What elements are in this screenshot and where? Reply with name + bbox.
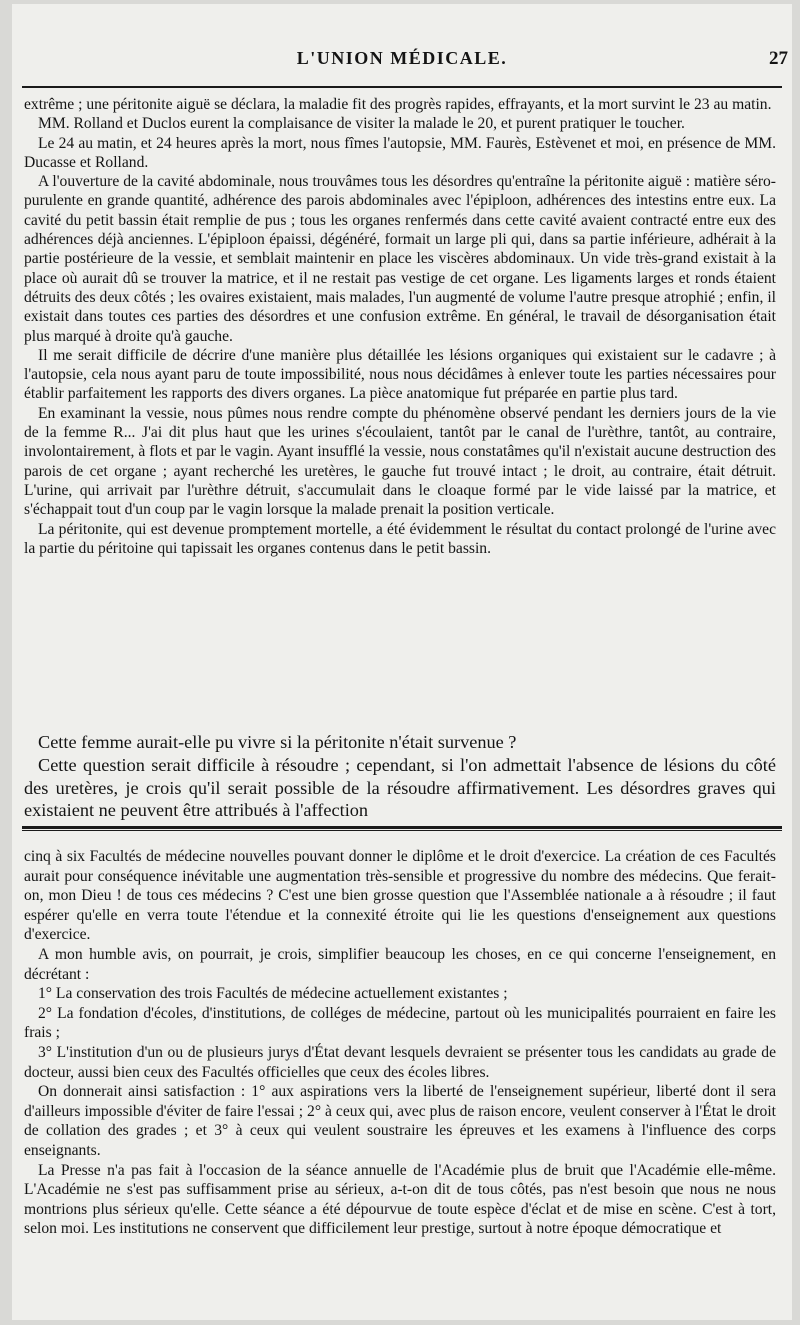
- numbered-list: [24, 984, 776, 1082]
- book-page: [12, 4, 792, 1320]
- list-item: 3° L'institution d'un ou de plusieurs jurys d'État devant lesquels devraient se présenter tous les candidats au grade de docteur, aussi bien ceux des Facultés officielles que ceux des écoles libres.: [24, 1043, 776, 1081]
- paragraph: Cette femme aurait-elle pu vivre si la péritonite n'était survenue ?: [38, 732, 517, 752]
- paragraph: En examinant la vessie, nous pûmes nous rendre compte du phénomène observé pendant les derniers jours de la vie de la femme R... J'ai dit plus haut que les urines s'écoulaient, tantôt par le canal de l'urèthre, tantôt, au contraire, involontairement, à flots et par le vagin. Ayant insufflé la vessie, nous constatâmes qu'il n'existait aucune destruction des parois de cet organe ; ayant recherché les uretères, le gauche fut trouvé intact ; le droit, au contraire, était détruit. L'urine, qui arrivait par l'urèthre détruit, s'accumulait dans le cloaque formé par le vide laissé par la matrice, et s'échappait tout d'un coup par le vagin lorsque la malade prenait la position verticale.: [24, 404, 776, 519]
- paragraph: Le 24 au matin, et 24 heures après la mort, nous fîmes l'autopsie, MM. Faurès, Estèvenet et moi, en présence de MM. Ducasse et Rolland.: [24, 134, 776, 171]
- feuilleton-separator: [22, 826, 782, 831]
- feuilleton-text: [24, 847, 776, 1239]
- page-number: 27: [769, 48, 788, 69]
- paragraph: A mon humble avis, on pourrait, je crois, simplifier beaucoup les choses, en ce qui concerne l'enseignement, en décrétant :: [24, 945, 776, 983]
- header-rule: [22, 86, 782, 88]
- paragraph: On donnerait ainsi satisfaction : 1° aux aspirations vers la liberté de l'enseignement supérieur, liberté dont il sera d'ailleurs impossible d'éviter de faire l'essai ; 2° à ceux qui, avec plus de raison encore, veulent conserver à l'État le droit de collation des grades ; et 3° à ceux qui veulent soustraire les épreuves et les examens à l'influence des corps enseignants.: [24, 1083, 776, 1159]
- paragraph: MM. Rolland et Duclos eurent la complaisance de visiter la malade le 20, et purent pratiquer le toucher.: [38, 115, 685, 133]
- main-text-upper: [24, 95, 776, 558]
- list-item: 1° La conservation des trois Facultés de médecine actuellement existantes ;: [38, 985, 508, 1003]
- paragraph: La péritonite, qui est devenue promptement mortelle, a été évidemment le résultat du contact prolongé de l'urine avec la partie du péritoine qui tapissait les organes contenus dans le petit bassin.: [24, 520, 776, 557]
- paragraph: extrême ; une péritonite aiguë se déclara, la maladie fit des progrès rapides, effrayants, et la mort survint le 23 au matin.: [24, 96, 772, 113]
- page-header: [12, 48, 792, 78]
- main-text-large: [24, 731, 776, 822]
- running-title: L'UNION MÉDICALE.: [296, 48, 508, 68]
- paragraph: La Presse n'a pas fait à l'occasion de la séance annuelle de l'Académie plus de bruit que l'Académie elle-même. L'Académie ne s'est pas suffisamment prise au sérieux, a-t-on dit de tous côtés, pas n'est besoin que nous ne nous montrions plus sérieux qu'elle. Cette séance a été dépourvue de toute espèce d'éclat et de mise en scène. C'est à tort, selon moi. Les institutions ne conservent que difficilement leur prestige, surtout à notre époque démocratique et: [24, 1161, 776, 1238]
- list-item: 2° La fondation d'écoles, d'institutions, de colléges de médecine, partout où les municipalités pourraient en faire les frais ;: [24, 1004, 776, 1042]
- paragraph: cinq à six Facultés de médecine nouvelles pouvant donner le diplôme et le droit d'exercice. La création de ces Facultés aurait pour conséquence inévitable une augmentation très-sensible et progressive du nombre des médecins. Que ferait-on, mon Dieu ! de tous ces médecins ? C'est une bien grosse question que l'Assemblée nationale a à résoudre ; il faut espérer qu'elle en verra toute l'étendue et la connexité étroite qui lie les questions d'enseignement aux questions d'exercice.: [24, 848, 776, 944]
- paragraph: Il me serait difficile de décrire d'une manière plus détaillée les lésions organiques qui existaient sur le cadavre ; à l'autopsie, cela nous ayant paru de toute impossibilité, nous nous décidâmes à enlever toute les parties nécessaires pour établir parfaitement les rapports des divers organes. La pièce anatomique fut préparée en partie plus tard.: [24, 346, 776, 403]
- paragraph: Cette question serait difficile à résoudre ; cependant, si l'on admettait l'absence de lésions du côté des uretères, je crois qu'il serait possible de la résoudre affirmativement. Les désordres graves qui existaient ne peuvent être attribués à l'affection: [24, 754, 776, 821]
- paragraph: A l'ouverture de la cavité abdominale, nous trouvâmes tous les désordres qu'entraîne la péritonite aiguë : matière séro-purulente en grande quantité, adhérence des parois abdominales avec l'épiploon, adhérences des intestins entre eux. La cavité du petit bassin était remplie de pus ; tous les organes renfermés dans cette cavité avaient contracté entre eux des adhérences déjà anciennes. L'épiploon épaissi, dégénéré, formait un large pli qui, dans sa partie inférieure, adhérait à la partie postérieure de la vessie, et semblait maintenir en place les viscères abdominaux. Un vide très-grand existait à la place où aurait dû se trouver la matrice, et il ne restait pas vestige de cet organe. Les ligaments larges et ronds étaient détruits des deux côtés ; les ovaires existaient, mais malades, l'un augmenté de volume l'autre presque atrophié ; enfin, il existait dans toutes ces parties des désordres et une confusion extrême. En général, le travail de désorganisation était plus marqué à droite qu'à gauche.: [24, 173, 776, 345]
